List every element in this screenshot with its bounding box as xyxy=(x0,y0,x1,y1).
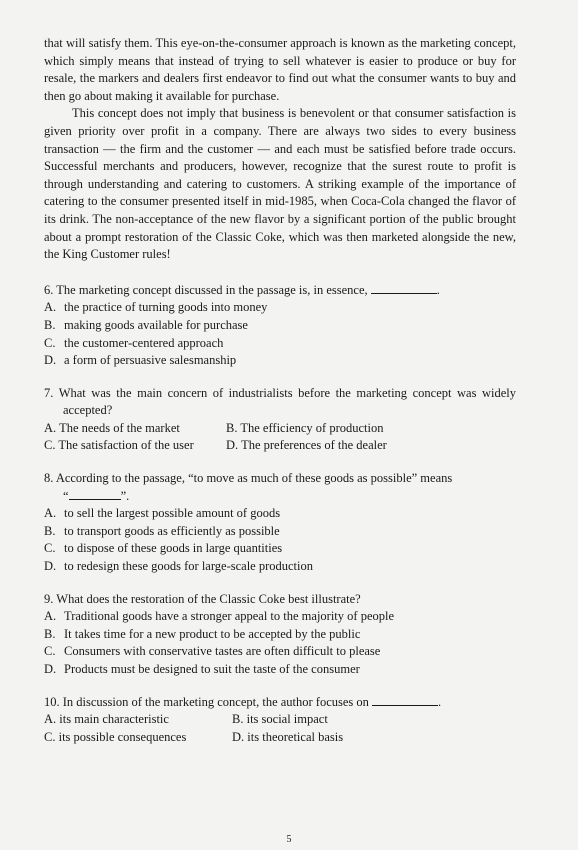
stem-end: . xyxy=(438,694,442,709)
option-text: Consumers with conservative tastes are often difficult to please xyxy=(64,644,381,659)
options-grid xyxy=(44,711,516,746)
option-text: The satisfaction of the user xyxy=(58,438,194,453)
option-text: its main characteristic xyxy=(59,712,169,727)
option-letter: A. xyxy=(44,420,57,435)
option-a xyxy=(44,711,232,729)
question-text: What does the restoration of the Classic Coke best illustrate? xyxy=(56,591,361,606)
option-b xyxy=(44,523,516,541)
passage-paragraph-2: This concept does not imply that business is benevolent or that consumer satisfaction is given priority over profit in a company. There are always two sides to every business transaction — the firm and the customer — and each must be satisfied before trade occurs. Successful merchants and producers, however, recognize that the surest route to profit is through understanding and catering to customers. A striking example of the importance of catering to the consumer presented itself in mid-1985, when Coca-Cola changed the flavor of its drink. The non-acceptance of the new flavor by a significant portion of the public brought about a prompt restoration of the Classic Coke, which was then marketed alongside the new, the King Customer rules! xyxy=(44,106,516,262)
option-letter: B. xyxy=(232,712,244,727)
question-number: 8. xyxy=(44,471,54,486)
question-text: What was the main concern of industrialists before the marketing concept was widely accepted? xyxy=(58,385,516,418)
option-text: It takes time for a new product to be accepted by the public xyxy=(64,626,361,641)
question-6 xyxy=(44,282,516,370)
option-text: the practice of turning goods into money xyxy=(64,300,268,315)
question-stem xyxy=(44,591,516,609)
question-text: According to the passage, “to move as much of these goods as possible” means xyxy=(55,471,453,486)
option-c xyxy=(44,540,516,558)
question-10 xyxy=(44,694,516,747)
option-a xyxy=(44,420,226,438)
quoted-blank-line xyxy=(44,488,516,506)
option-text: to transport goods as efficiently as possible xyxy=(64,523,280,538)
option-a xyxy=(44,299,516,317)
option-letter: D. xyxy=(232,729,245,744)
options-grid xyxy=(44,420,516,455)
passage-paragraph-1: that will satisfy them. This eye-on-the-consumer approach is known as the marketing concept, which simply means that instead of trying to sell whatever is easier to produce or buy for resale, the markers and dealers first endeavor to find out what the consumer wants to buy and then go about making it available for purchase. xyxy=(44,36,516,103)
option-c xyxy=(44,729,232,747)
option-text: The needs of the market xyxy=(59,420,180,435)
question-9 xyxy=(44,591,516,679)
option-c xyxy=(44,335,516,353)
question-stem xyxy=(44,282,516,300)
answer-blank xyxy=(371,282,437,294)
option-b xyxy=(226,420,516,438)
option-text: Products must be designed to suit the taste of the consumer xyxy=(64,662,360,676)
option-d xyxy=(44,352,516,370)
question-number: 6. xyxy=(44,282,54,297)
option-letter: B. xyxy=(44,626,56,641)
option-text: to dispose of these goods in large quantities xyxy=(64,541,283,556)
option-letter: C. xyxy=(44,541,56,556)
option-letter: C. xyxy=(44,644,56,659)
option-letter: B. xyxy=(226,420,238,435)
option-letter: D. xyxy=(226,438,239,453)
answer-blank xyxy=(69,488,121,500)
option-c xyxy=(44,643,516,661)
option-text: making goods available for purchase xyxy=(64,317,248,332)
answer-blank xyxy=(372,694,438,706)
question-number: 9. xyxy=(44,591,54,606)
question-7 xyxy=(44,385,516,455)
question-8 xyxy=(44,470,516,576)
quote-open: “ xyxy=(63,488,69,503)
option-letter: A. xyxy=(44,609,57,624)
option-letter: C. xyxy=(44,335,56,350)
option-text: its theoretical basis xyxy=(247,729,344,744)
page-content xyxy=(44,35,516,746)
option-d xyxy=(226,437,516,455)
option-a xyxy=(44,505,516,523)
option-text: Traditional goods have a stronger appeal to the majority of people xyxy=(64,609,395,624)
option-text: to redesign these goods for large-scale production xyxy=(64,559,313,574)
option-letter: C. xyxy=(44,438,56,453)
option-c xyxy=(44,437,226,455)
option-letter: A. xyxy=(44,300,57,315)
option-d xyxy=(44,661,516,679)
option-text: the customer-centered approach xyxy=(64,335,224,350)
question-stem xyxy=(44,470,516,488)
option-d xyxy=(232,729,516,747)
option-letter: A. xyxy=(44,506,57,521)
option-letter: D. xyxy=(44,353,57,368)
option-text: The preferences of the dealer xyxy=(241,438,387,453)
quote-close: ”. xyxy=(120,488,130,503)
option-letter: D. xyxy=(44,662,57,676)
option-b xyxy=(44,317,516,335)
option-letter: A. xyxy=(44,712,57,727)
option-letter: B. xyxy=(44,317,56,332)
option-d xyxy=(44,558,516,576)
option-letter: C. xyxy=(44,729,56,744)
question-stem xyxy=(44,385,516,420)
question-number: 10. xyxy=(44,694,60,709)
option-text: its possible consequences xyxy=(58,729,187,744)
question-stem xyxy=(44,694,516,712)
option-b xyxy=(44,626,516,644)
option-text: its social impact xyxy=(246,712,328,727)
question-text: In discussion of the marketing concept, the author focuses on xyxy=(62,694,369,709)
option-text: a form of persuasive salesmanship xyxy=(64,353,237,368)
option-b xyxy=(232,711,516,729)
option-letter: B. xyxy=(44,523,56,538)
option-a xyxy=(44,608,516,626)
option-letter: D. xyxy=(44,559,57,574)
page-number: 5 xyxy=(286,834,292,845)
question-number: 7. xyxy=(44,385,54,400)
question-text: The marketing concept discussed in the passage is, in essence, xyxy=(56,282,368,297)
option-text: The efficiency of production xyxy=(240,420,384,435)
option-text: to sell the largest possible amount of goods xyxy=(64,506,281,521)
stem-end: . xyxy=(436,282,440,297)
